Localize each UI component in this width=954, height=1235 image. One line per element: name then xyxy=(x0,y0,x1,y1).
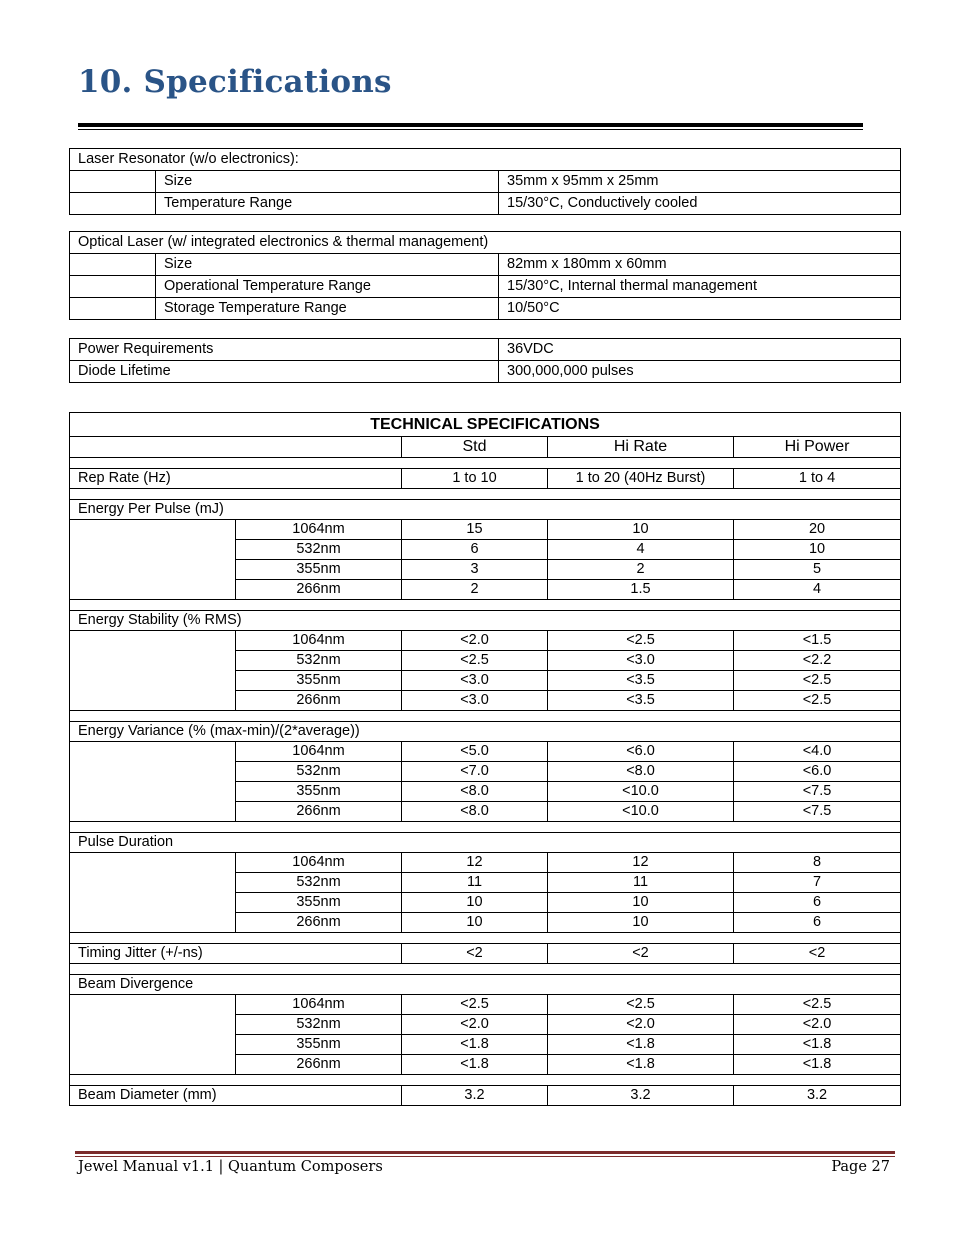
spacer-row xyxy=(70,933,901,944)
spacer-cell xyxy=(70,600,901,611)
value-cell: <3.0 xyxy=(402,691,548,711)
column-header-row xyxy=(70,437,901,458)
table-row xyxy=(70,742,901,762)
spec-value: 10/50°C xyxy=(499,298,901,320)
wavelength-cell: 266nm xyxy=(236,913,402,933)
wavelength-cell: 355nm xyxy=(236,893,402,913)
spec-value: 36VDC xyxy=(499,339,901,361)
title-divider xyxy=(78,123,863,127)
resonator-table xyxy=(69,148,901,215)
footer-page-number: Page 27 xyxy=(831,1159,890,1175)
value-cell: <2.5 xyxy=(402,995,548,1015)
value-cell: <2.0 xyxy=(548,1015,734,1035)
value-cell: <10.0 xyxy=(548,782,734,802)
value-cell: 10 xyxy=(548,913,734,933)
wavelength-cell: 266nm xyxy=(236,580,402,600)
group-label: Pulse Duration xyxy=(70,833,901,853)
column-header: Hi Rate xyxy=(548,437,734,458)
wavelength-cell: 355nm xyxy=(236,782,402,802)
group-label: Energy Variance (% (max-min)/(2*average)) xyxy=(70,722,901,742)
value-cell: <2.0 xyxy=(402,1015,548,1035)
value-cell: <1.8 xyxy=(734,1055,901,1075)
spacer-row xyxy=(70,1075,901,1086)
energy-variance-header-row xyxy=(70,722,901,742)
spacer-row xyxy=(70,489,901,500)
value-cell: 5 xyxy=(734,560,901,580)
value-cell: <4.0 xyxy=(734,742,901,762)
spec-value: 300,000,000 pulses xyxy=(499,361,901,383)
value-cell: 3.2 xyxy=(734,1086,901,1106)
value-cell: 10 xyxy=(402,913,548,933)
timing-jitter-row xyxy=(70,944,901,964)
spec-value: 82mm x 180mm x 60mm xyxy=(499,254,901,276)
value-cell: 6 xyxy=(734,913,901,933)
wavelength-cell: 532nm xyxy=(236,873,402,893)
spacer-cell xyxy=(70,933,901,944)
table-row xyxy=(70,853,901,873)
spacer-row xyxy=(70,600,901,611)
footer-document-title: Jewel Manual v1.1 | Quantum Composers xyxy=(78,1159,383,1175)
wavelength-cell: 355nm xyxy=(236,671,402,691)
spec-value: 15/30°C, Conductively cooled xyxy=(499,193,901,215)
value-cell: 1.5 xyxy=(548,580,734,600)
value-cell: <1.8 xyxy=(402,1055,548,1075)
table-row xyxy=(70,339,901,361)
technical-specifications-table xyxy=(69,412,901,1106)
spacer-row xyxy=(70,964,901,975)
wavelength-cell: 532nm xyxy=(236,1015,402,1035)
wavelength-cell: 532nm xyxy=(236,540,402,560)
energy-stability-header-row xyxy=(70,611,901,631)
value-cell: <2.2 xyxy=(734,651,901,671)
value-cell: 2 xyxy=(402,580,548,600)
table-row xyxy=(70,254,901,276)
value-cell: 10 xyxy=(734,540,901,560)
value-cell: 11 xyxy=(548,873,734,893)
value-cell: 1 to 20 (40Hz Burst) xyxy=(548,469,734,489)
column-header: Hi Power xyxy=(734,437,901,458)
indent-cell xyxy=(70,995,236,1075)
indent-cell xyxy=(70,853,236,933)
energy-per-pulse-header-row xyxy=(70,500,901,520)
footer-divider xyxy=(75,1151,895,1154)
table-row xyxy=(70,193,901,215)
optical-table xyxy=(69,231,901,320)
spacer-cell xyxy=(70,711,901,722)
pulse-duration-header-row xyxy=(70,833,901,853)
row-label: Rep Rate (Hz) xyxy=(70,469,402,489)
value-cell: <2.0 xyxy=(402,631,548,651)
value-cell: <2 xyxy=(548,944,734,964)
wavelength-cell: 266nm xyxy=(236,802,402,822)
value-cell: 10 xyxy=(548,520,734,540)
value-cell: 1 to 4 xyxy=(734,469,901,489)
row-label: Timing Jitter (+/-ns) xyxy=(70,944,402,964)
wavelength-cell: 532nm xyxy=(236,651,402,671)
value-cell: <1.8 xyxy=(402,1035,548,1055)
spec-label: Size xyxy=(156,171,499,193)
column-header: Std xyxy=(402,437,548,458)
value-cell: 4 xyxy=(734,580,901,600)
spec-label: Temperature Range xyxy=(156,193,499,215)
value-cell: 4 xyxy=(548,540,734,560)
table-row xyxy=(70,995,901,1015)
beam-diameter-row xyxy=(70,1086,901,1106)
beam-divergence-header-row xyxy=(70,975,901,995)
value-cell: <6.0 xyxy=(548,742,734,762)
value-cell: 12 xyxy=(402,853,548,873)
spacer-cell xyxy=(70,964,901,975)
value-cell: 1 to 10 xyxy=(402,469,548,489)
value-cell: 20 xyxy=(734,520,901,540)
value-cell: 12 xyxy=(548,853,734,873)
wavelength-cell: 532nm xyxy=(236,762,402,782)
spacer-row xyxy=(70,458,901,469)
value-cell: 7 xyxy=(734,873,901,893)
spacer-cell xyxy=(70,1075,901,1086)
title-divider-thin xyxy=(78,129,863,130)
spacer-row xyxy=(70,822,901,833)
value-cell: <3.5 xyxy=(548,691,734,711)
value-cell: <8.0 xyxy=(402,802,548,822)
value-cell: <2.5 xyxy=(734,691,901,711)
indent-cell xyxy=(70,742,236,822)
value-cell: <7.0 xyxy=(402,762,548,782)
group-label: Energy Stability (% RMS) xyxy=(70,611,901,631)
value-cell: <1.8 xyxy=(548,1055,734,1075)
value-cell: <7.5 xyxy=(734,782,901,802)
spacer-row xyxy=(70,711,901,722)
value-cell: <3.0 xyxy=(548,651,734,671)
value-cell: <2 xyxy=(402,944,548,964)
value-cell: <2.5 xyxy=(548,631,734,651)
value-cell: <2 xyxy=(734,944,901,964)
value-cell: <2.5 xyxy=(548,995,734,1015)
table-row xyxy=(70,361,901,383)
spec-value: 35mm x 95mm x 25mm xyxy=(499,171,901,193)
footer-divider-thin xyxy=(75,1156,895,1157)
value-cell: 6 xyxy=(402,540,548,560)
value-cell: <7.5 xyxy=(734,802,901,822)
tech-title: TECHNICAL SPECIFICATIONS xyxy=(70,413,901,437)
value-cell: 2 xyxy=(548,560,734,580)
page-title: 10. Specifications xyxy=(78,64,392,100)
spec-label: Diode Lifetime xyxy=(70,361,499,383)
value-cell: <8.0 xyxy=(548,762,734,782)
table-row xyxy=(70,520,901,540)
wavelength-cell: 266nm xyxy=(236,691,402,711)
group-label: Beam Divergence xyxy=(70,975,901,995)
value-cell: <2.0 xyxy=(734,1015,901,1035)
value-cell: <2.5 xyxy=(402,651,548,671)
table-row xyxy=(70,631,901,651)
optical-header: Optical Laser (w/ integrated electronics & thermal management) xyxy=(70,232,901,254)
row-label: Beam Diameter (mm) xyxy=(70,1086,402,1106)
wavelength-cell: 266nm xyxy=(236,1055,402,1075)
spacer-cell xyxy=(70,458,901,469)
value-cell: 10 xyxy=(402,893,548,913)
value-cell: <2.5 xyxy=(734,995,901,1015)
value-cell: <3.0 xyxy=(402,671,548,691)
spec-label: Power Requirements xyxy=(70,339,499,361)
wavelength-cell: 1064nm xyxy=(236,520,402,540)
table-row xyxy=(70,298,901,320)
value-cell: <1.8 xyxy=(734,1035,901,1055)
value-cell: 10 xyxy=(548,893,734,913)
resonator-header: Laser Resonator (w/o electronics): xyxy=(70,149,901,171)
spec-label: Size xyxy=(156,254,499,276)
power-table xyxy=(69,338,901,383)
rep-rate-row xyxy=(70,469,901,489)
value-cell: 15 xyxy=(402,520,548,540)
indent-cell xyxy=(70,520,236,600)
wavelength-cell: 355nm xyxy=(236,560,402,580)
column-header-blank xyxy=(70,437,402,458)
tech-title-row xyxy=(70,413,901,437)
value-cell: <5.0 xyxy=(402,742,548,762)
value-cell: <10.0 xyxy=(548,802,734,822)
spec-label: Storage Temperature Range xyxy=(156,298,499,320)
wavelength-cell: 1064nm xyxy=(236,995,402,1015)
value-cell: 6 xyxy=(734,893,901,913)
value-cell: <1.8 xyxy=(548,1035,734,1055)
value-cell: 3.2 xyxy=(548,1086,734,1106)
value-cell: 8 xyxy=(734,853,901,873)
spacer-cell xyxy=(70,822,901,833)
value-cell: 3.2 xyxy=(402,1086,548,1106)
group-label: Energy Per Pulse (mJ) xyxy=(70,500,901,520)
spec-label: Operational Temperature Range xyxy=(156,276,499,298)
value-cell: 11 xyxy=(402,873,548,893)
indent-cell xyxy=(70,631,236,711)
value-cell: <8.0 xyxy=(402,782,548,802)
value-cell: <6.0 xyxy=(734,762,901,782)
wavelength-cell: 1064nm xyxy=(236,853,402,873)
table-row xyxy=(70,171,901,193)
value-cell: 3 xyxy=(402,560,548,580)
value-cell: <2.5 xyxy=(734,671,901,691)
table-row xyxy=(70,276,901,298)
value-cell: <3.5 xyxy=(548,671,734,691)
wavelength-cell: 1064nm xyxy=(236,742,402,762)
value-cell: <1.5 xyxy=(734,631,901,651)
wavelength-cell: 1064nm xyxy=(236,631,402,651)
spec-value: 15/30°C, Internal thermal management xyxy=(499,276,901,298)
wavelength-cell: 355nm xyxy=(236,1035,402,1055)
spacer-cell xyxy=(70,489,901,500)
